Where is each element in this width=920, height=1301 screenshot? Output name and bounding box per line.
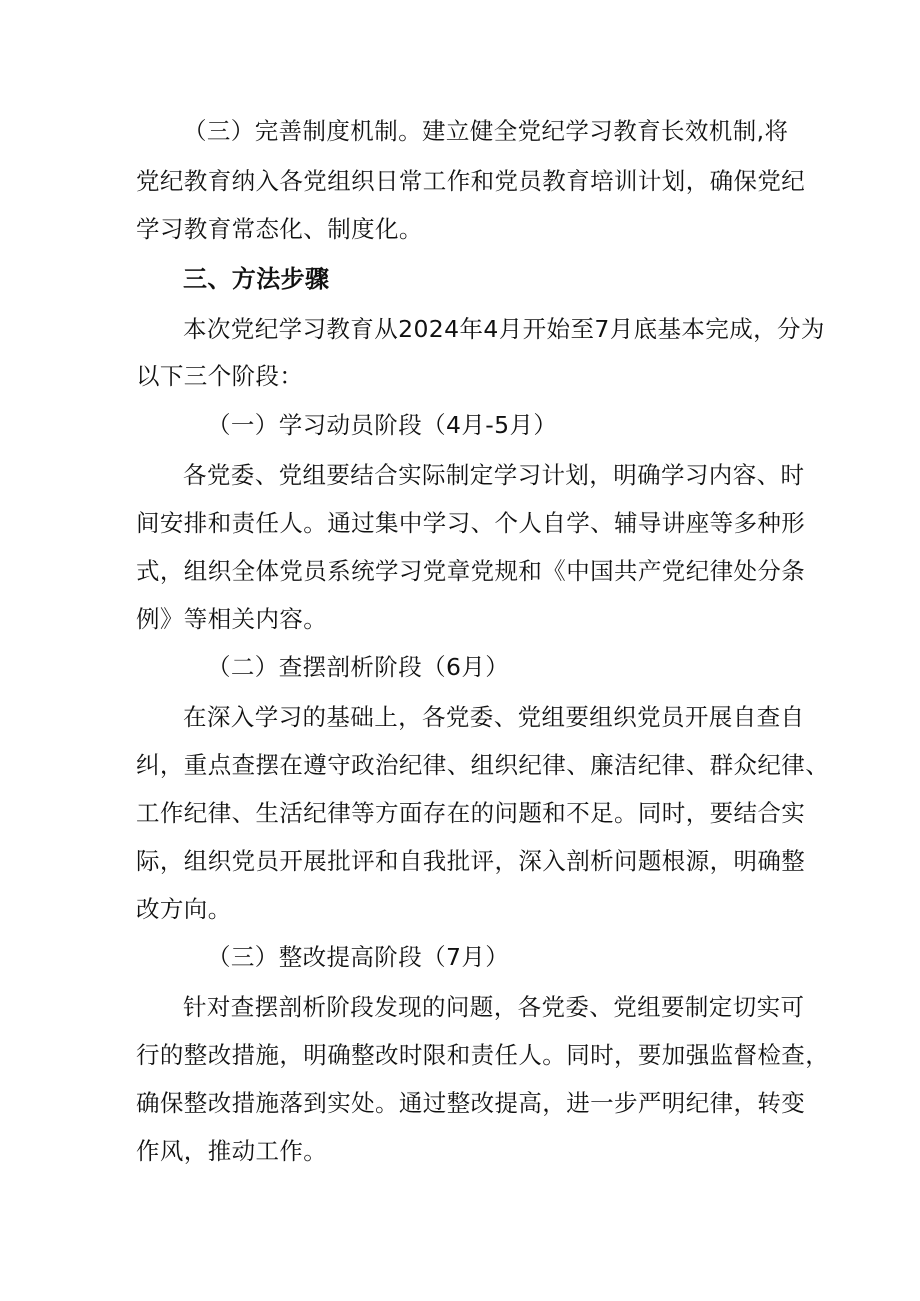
paragraph-3-line-3: 学习教育常态化、制度化。 [136, 215, 423, 243]
stage-3-line-3: 确保整改措施落到实处。通过整改提高，进一步严明纪律，转变 [136, 1089, 806, 1117]
stage-2-line-5: 改方向。 [136, 895, 232, 923]
stage-1-heading: （一）学习动员阶段（4月-5月） [207, 411, 558, 439]
section-heading: 三、方法步骤 [183, 265, 330, 293]
stage-3-line-2: 行的整改措施，明确整改时限和责任人。同时，要加强监督检查， [136, 1041, 830, 1069]
stage-1-line-1: 各党委、党组要结合实际制定学习计划，明确学习内容、时 [183, 461, 805, 489]
stage-2-heading: （二）查摆剖析阶段（6月） [207, 653, 510, 681]
stage-3-line-4: 作风，推动工作。 [136, 1137, 328, 1165]
stage-2-line-1: 在深入学习的基础上，各党委、党组要组织党员开展自查自 [183, 703, 805, 731]
stage-3-line-1: 针对查摆剖析阶段发现的问题，各党委、党组要制定切实可 [183, 993, 805, 1021]
stage-1-line-3: 式，组织全体党员系统学习党章党规和《中国共产党纪律处分条 [136, 557, 806, 585]
stage-1-line-4: 例》等相关内容。 [136, 605, 328, 633]
intro-line-2: 以下三个阶段： [136, 362, 304, 390]
paragraph-3-line-1: （三）完善制度机制。建立健全党纪学习教育长效机制,将 [183, 117, 789, 145]
intro-line-1: 本次党纪学习教育从2024年4月开始至7月底基本完成，分为 [183, 315, 825, 343]
stage-2-line-2: 纠，重点查摆在遵守政治纪律、组织纪律、廉洁纪律、群众纪律、 [136, 751, 830, 779]
stage-2-line-3: 工作纪律、生活纪律等方面存在的问题和不足。同时，要结合实 [136, 799, 806, 827]
stage-1-line-2: 间安排和责任人。通过集中学习、个人自学、辅导讲座等多种形 [136, 509, 806, 537]
stage-2-line-4: 际，组织党员开展批评和自我批评，深入剖析问题根源，明确整 [136, 847, 806, 875]
stage-3-heading: （三）整改提高阶段（7月） [207, 943, 510, 971]
paragraph-3-line-2: 党纪教育纳入各党组织日常工作和党员教育培训计划，确保党纪 [136, 167, 806, 195]
